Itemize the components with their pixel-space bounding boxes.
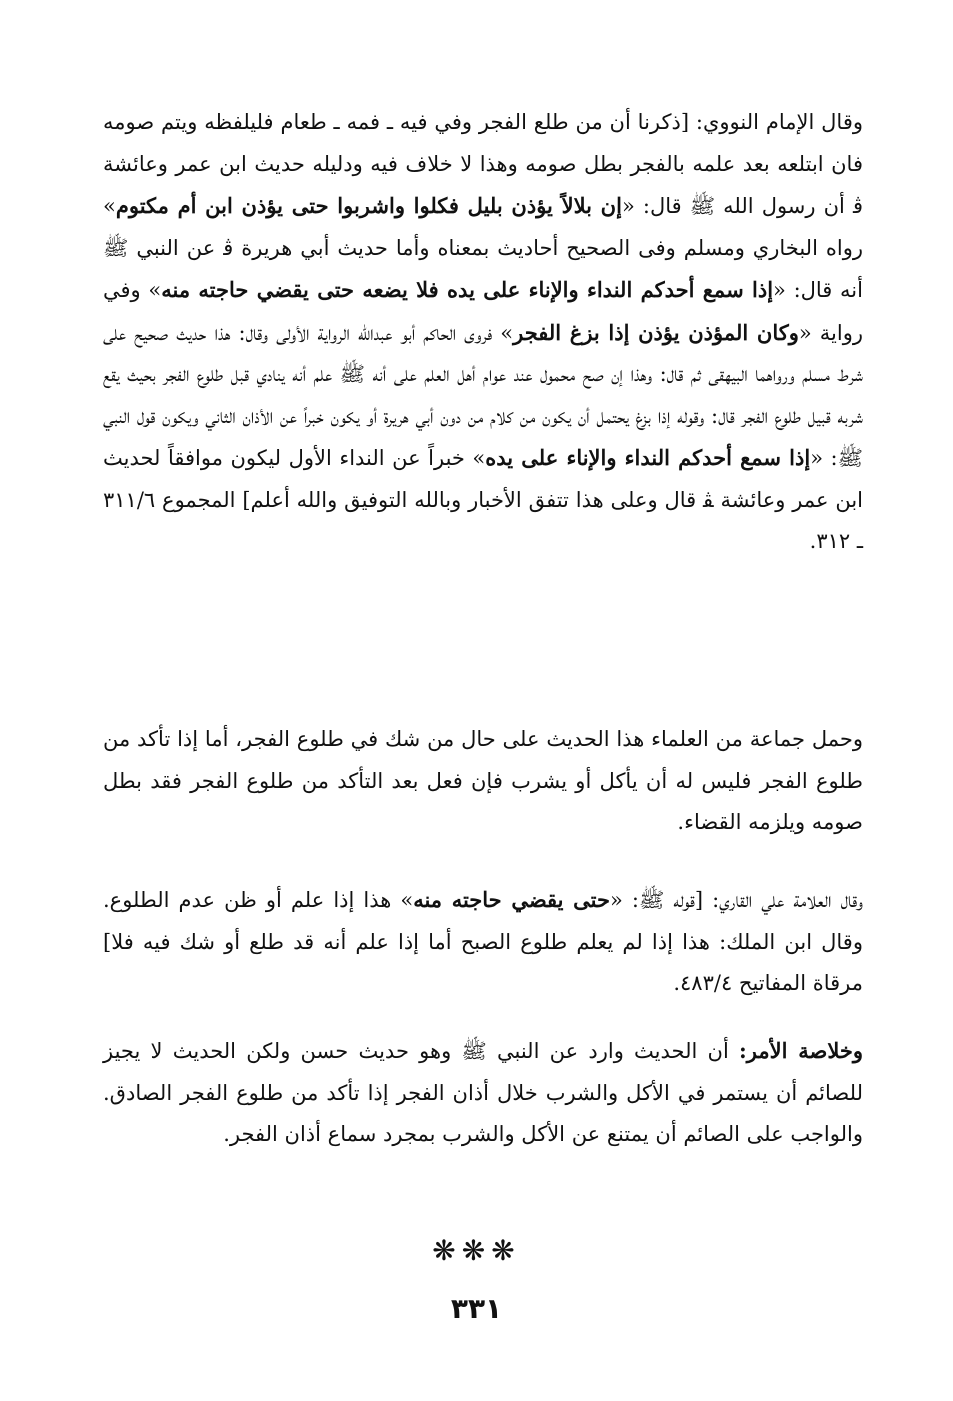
hadith-muadhin: وكان المؤذن يؤذن إذا بزغ الفجر xyxy=(513,319,799,345)
conclusion-heading: وخلاصة الأمر: xyxy=(739,1038,864,1063)
text-run: » هذا إذا علم أو ظن عدم الطلوع. وقال ابن الملك: هذا إذا لم يعلم طلوع الصبح أما إذا علم أنه قد طلع أو شك فيه فلا] مرقاة المفاتيح ٤٨٣/٤. xyxy=(103,888,863,995)
page-number: ٣٣١ xyxy=(450,1292,503,1325)
text-run: وقال العلامة علي القاري: [قوله ﷺ: « xyxy=(610,888,863,912)
text-run: » خبراً عن النداء الأول ليكون موافقاً لحديث ابن عمر وعائشة ﭭ قال وعلى هذا تتفق الأخبار وبالله التوفيق والله أعلم] المجموع ٣١١/٦ ـ ٣١٢. xyxy=(103,446,863,553)
hadith-nida: إذا سمع أحدكم النداء والإناء على يده فلا يضعه حتى يقضي حاجته منه xyxy=(161,277,774,302)
paragraph-nawawi-quote xyxy=(103,102,863,563)
text-run: » رواه البخاري ومسلم وفى الصحيح أحاديث بمعناه وأما حديث أبي هريرة ﭬ عن النبي ﷺ أنه قال: « xyxy=(103,194,863,302)
paragraph-text: وحمل جماعة من العلماء هذا الحديث على حال من شك في طلوع الفجر، أما إذا تأكد من طلوع الفجر فليس له أن يأكل أو يشرب فإن فعل بعد التأكد من طلوع الفجر فقد بطل صومه ويلزمه القضاء. xyxy=(103,727,863,834)
hadith-hajatah: حتى يقضي حاجته منه xyxy=(413,887,610,912)
text-run: أن الحديث وارد عن النبي ﷺ وهو حديث حسن ولكن الحديث لا يجيز للصائم أن يستمر في الأكل والشرب خلال أذان الفجر إذا تأكد من طلوع الفجر الصادق. والواجب على الصائم أن يمتنع عن الأكل والشرب بمجرد سماع أذان الفجر. xyxy=(103,1039,863,1146)
paragraph-qari-quote xyxy=(103,879,863,1005)
hadith-bilal: إن بلالاً يؤذن بليل فكلوا واشربوا حتى يؤذن ابن أم مكتوم xyxy=(115,193,622,218)
paragraph-conclusion xyxy=(103,1030,863,1156)
paragraph-scholars-interpretation xyxy=(103,719,863,844)
text-run: » وفي رواية « xyxy=(103,278,863,345)
text-run: » فروى الحاكم أبو عبدالله الرواية الأولى وقال: هذا حديث صحيح على شرط مسلم ورواهما البيهقى ثم قال: وهذا إن صح محمول عند عوام أهل العلم على أنه ﷺ علم أنه ينادي قبل طلوع الفجر بحيث يقع شربه قبيل طلوع الفجر قال: وقوله إذا بزغ يحتمل أن يكون من كلام من دون أبي هريرة أو يكون خبراً عن الأذان الثاني ويكون قول النبي ﷺ: « xyxy=(103,320,863,470)
hadith-nida-short: إذا سمع أحدكم النداء والإناء على يده xyxy=(485,445,811,470)
text-run: وقال الإمام النووي: [ذكرنا أن من طلع الفجر وفي فيه ـ فمه ـ طعام فليلفظه ويتم صومه فان ابتلعه بعد علمه بالفجر بطل صومه وهذا لا خلاف فيه ودليله حديث ابن عمر وعائشة ﭬ أن رسول الله ﷺ قال: « xyxy=(103,110,863,218)
asterism-divider: ❋❋❋ xyxy=(432,1234,521,1267)
